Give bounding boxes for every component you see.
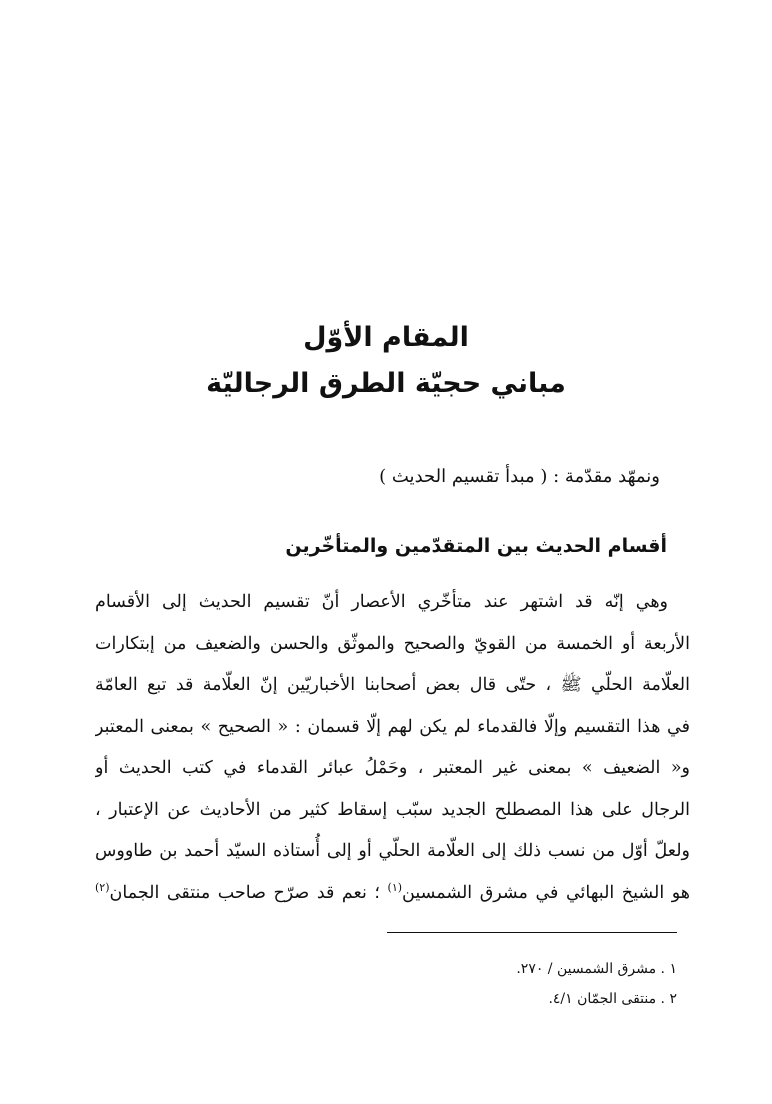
footnote-marker-2: (٢) [95, 880, 110, 894]
body-paragraph [95, 582, 690, 914]
footnote-marker-1: (١) [387, 880, 403, 894]
body-line: العلّامة الحلّي ﷺ ، حتّى قال بعض أصحابنا الأخباريّين إنّ العلّامة قد تبع العامّة [95, 675, 690, 695]
chapter-title [0, 318, 772, 404]
body-line: في هذا التقسيم وإلّا فالقدماء لم يكن لهم إلّا قسمان : « الصحيح » بمعنى المعتبر [95, 716, 690, 737]
body-line: وهي إنّه قد اشتهر عند متأخّري الأعصار أنّ تقسيم الحديث إلى الأقسام [95, 592, 668, 612]
body-line: ولعلّ أوّل من نسب ذلك إلى العلّامة الحلّي أو إلى أُستاذه السيّد أحمد بن طاووس [95, 841, 690, 861]
section-heading: أقسام الحديث بين المتقدّمين والمتأخّرين [285, 535, 667, 557]
chapter-title-line-1: المقام الأوّل [303, 322, 469, 353]
body-line: الرجال على هذا المصطلح الجديد سبّب إسقاط كثير من الأحاديث عن الإعتبار ، [95, 799, 690, 820]
body-line: و« الضعيف » بمعنى غير المعتبر ، وحَمْلُ عبائر القدماء في كتب الحديث أو [95, 758, 690, 778]
body-line-last-part-1: هو الشيخ البهائي في مشرق الشمسين [402, 882, 690, 903]
footnote-2: ٢ . منتقى الجمّان ٤/١. [548, 991, 677, 1007]
intro-line: ونمهّد مقدّمة : ( مبدأ تقسيم الحديث ) [379, 466, 660, 487]
footnote-divider [387, 932, 677, 933]
chapter-title-line-2: مباني حجيّة الطرق الرجاليّة [206, 368, 566, 399]
body-line: الأربعة أو الخمسة من القويّ والصحيح والموثّق والحسن والضعيف من إبتكارات [95, 633, 690, 654]
footnotes [516, 954, 677, 1014]
footnote-1: ١ . مشرق الشمسين / ٢٧٠. [516, 961, 677, 977]
body-line-last [95, 873, 690, 915]
body-line-last-part-2: ؛ نعم قد صرّح صاحب منتقى الجمان [109, 882, 388, 903]
